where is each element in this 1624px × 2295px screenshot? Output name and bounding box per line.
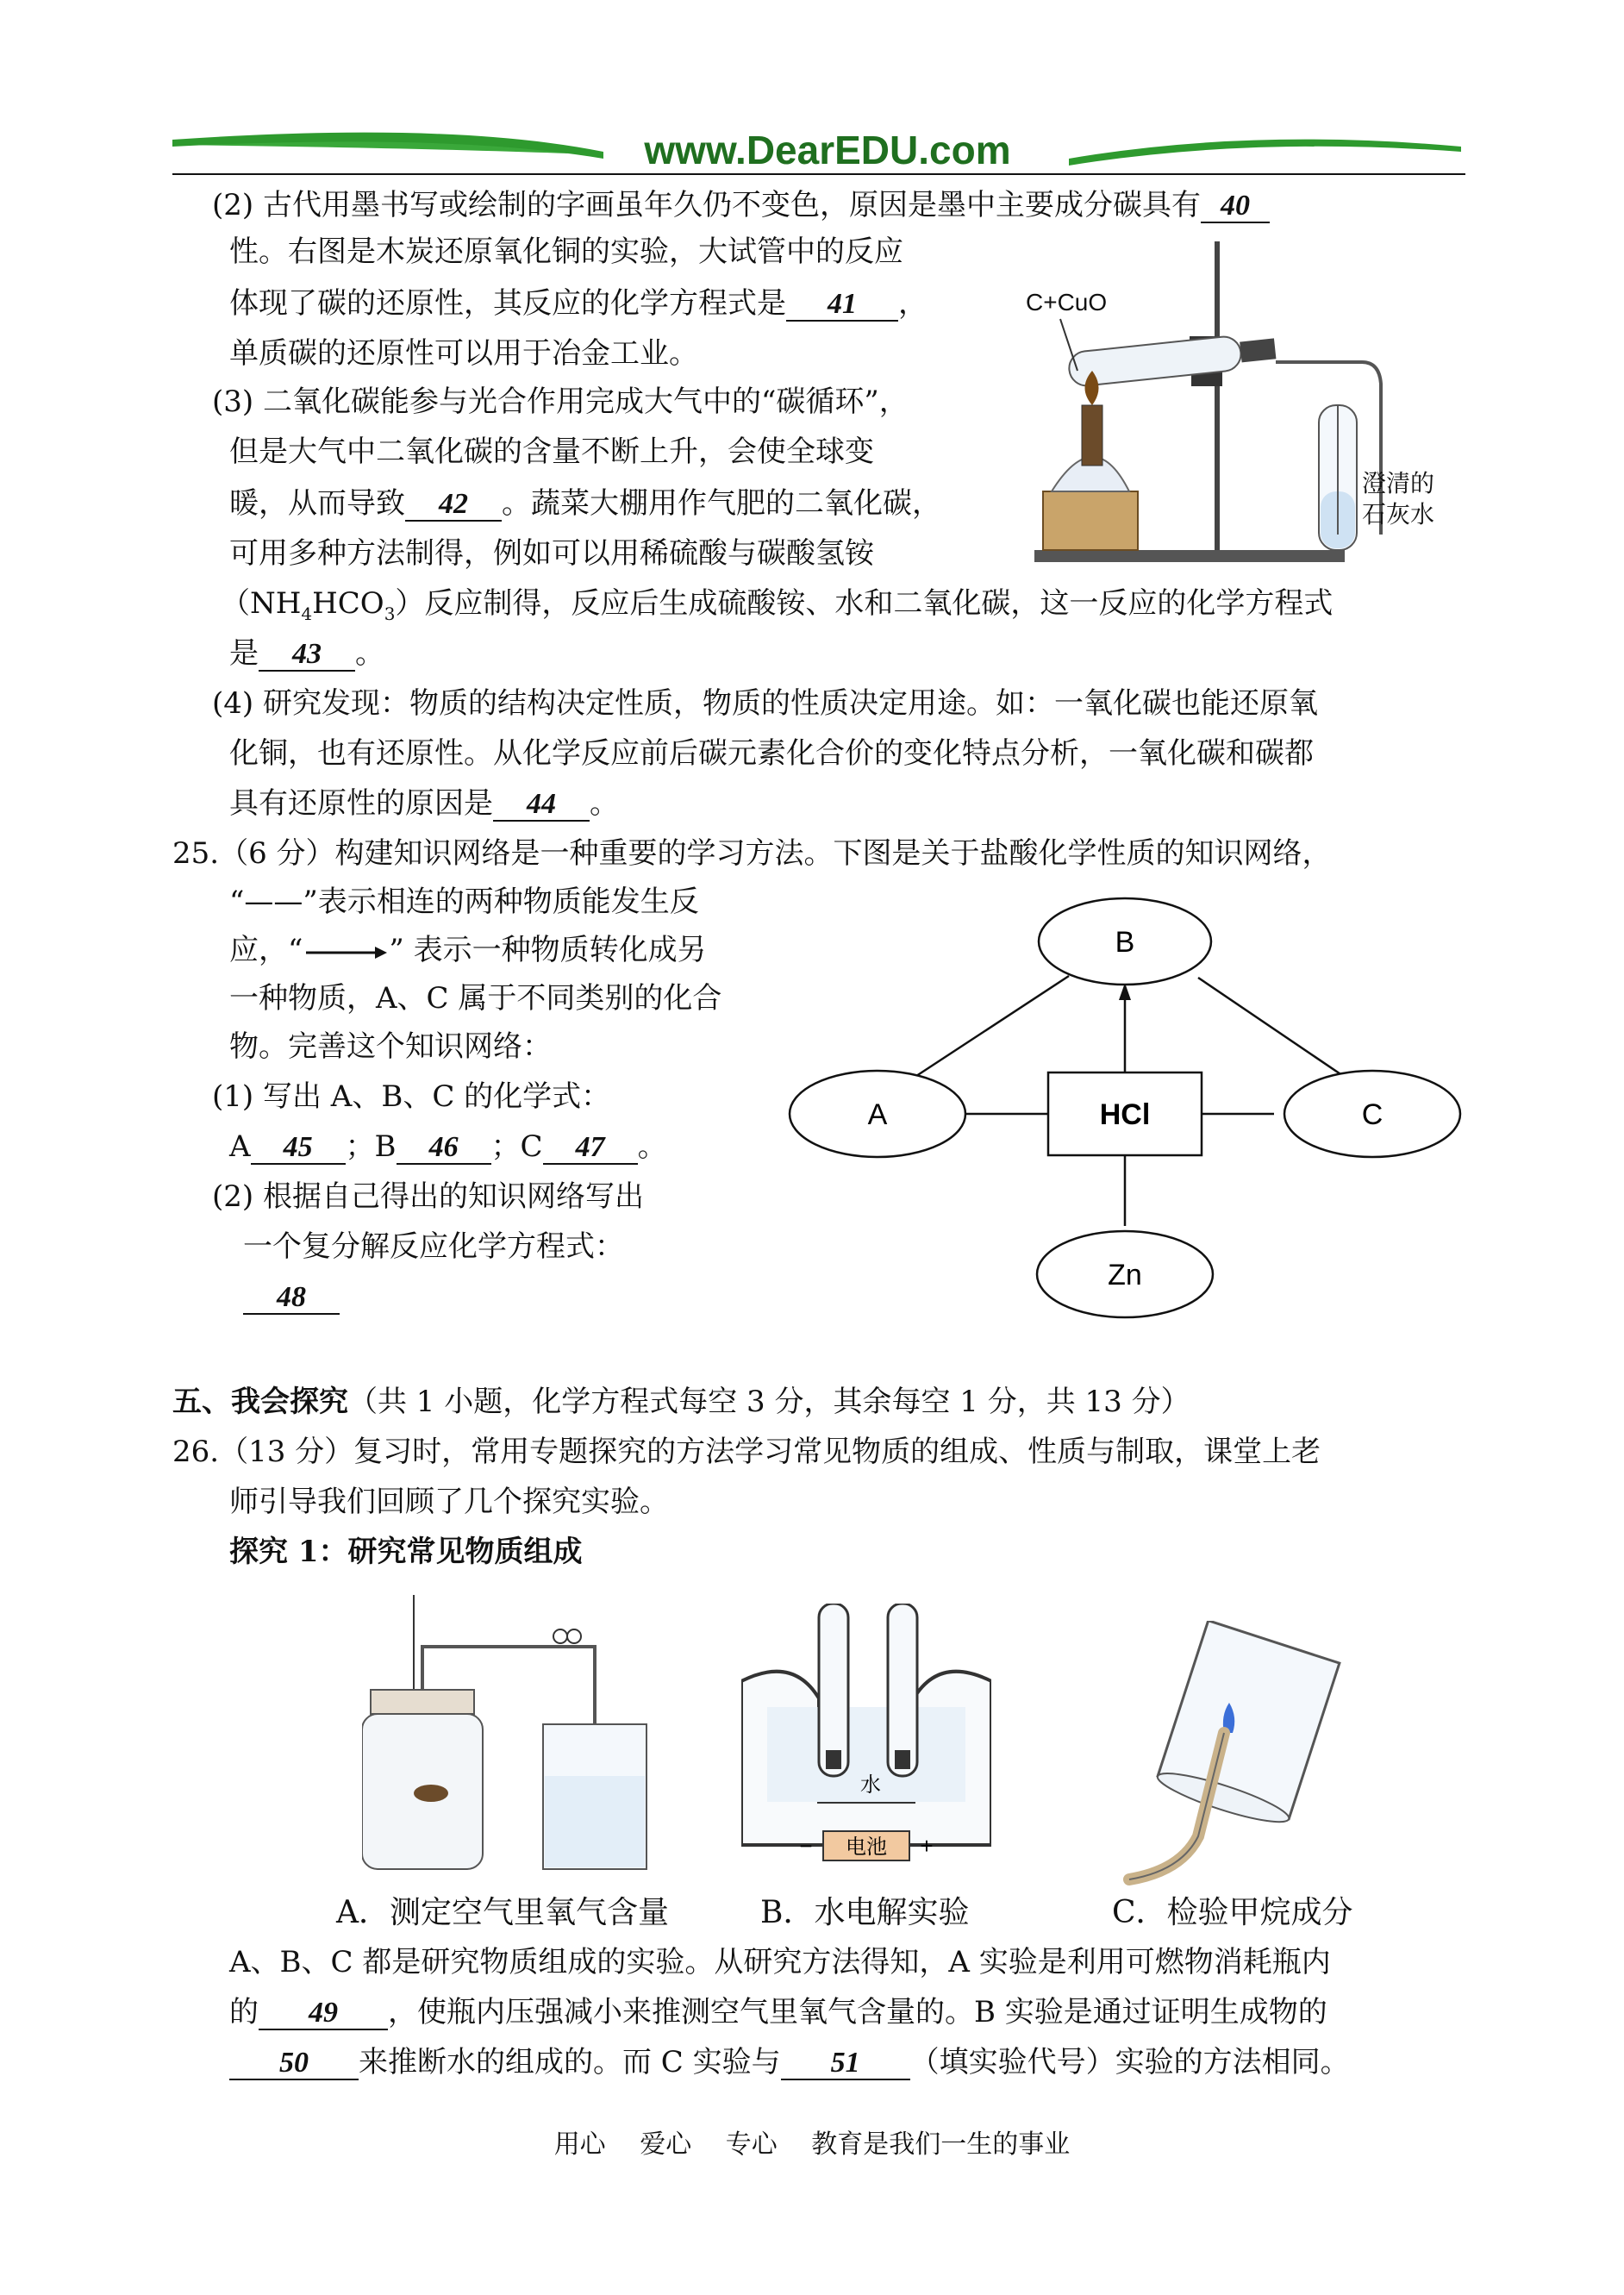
caption-c: C．检验甲烷成分 [1112, 1895, 1353, 1930]
answer-blank-45[interactable]: 45 [251, 1132, 346, 1165]
node-b: B [1115, 926, 1135, 959]
q25-line2: “——”表示相连的两种物质能发生反 [229, 885, 699, 919]
q24-p2-line3: 体现了碳的还原性，其反应的化学方程式是 41 ， [229, 286, 928, 321]
q25-line4: 一种物质，A、C 属于不同类别的化合 [229, 981, 722, 1016]
answer-blank-42[interactable]: 42 [405, 489, 502, 522]
q26-line1: 26.（13 分）复习时，常用专题探究的方法学习常见物质的组成、性质与制取，课堂上老 [172, 1435, 1321, 1469]
answer-blank-41[interactable]: 41 [786, 289, 898, 322]
q25-line9: 一个复分解反应化学方程式： [243, 1229, 624, 1264]
q25-line1: 25.（6 分）构建知识网络是一种重要的学习方法。下图是关于盐酸化学性质的知识网络， [172, 836, 1332, 871]
arrow-icon [303, 935, 389, 969]
q26-text-line2: 的 49 ，使瓶内压强减小来推测空气里氧气含量的。B 实验是通过证明生成物的 [229, 1995, 1327, 2029]
banner-swoosh-graphic [172, 121, 1465, 181]
q26-text-line3: 50 来推断水的组成的。而 C 实验与 51 （填实验代号）实验的方法相同。 [229, 2045, 1350, 2080]
q25-line3: 应，“ ” 表示一种物质转化成另 [229, 933, 707, 967]
q25-line7: A 45 ；B 46 ；C 47 。 [229, 1129, 667, 1164]
label-minus: − [799, 1833, 813, 1859]
header-banner [172, 121, 1465, 181]
answer-blank-48[interactable]: 48 [243, 1282, 340, 1315]
label-limewater-1: 澄清的 [1362, 470, 1435, 497]
answer-blank-40[interactable]: 40 [1201, 191, 1270, 223]
q26-sub1: 探究 1：研究常见物质组成 [229, 1535, 583, 1569]
label-limewater-2: 石灰水 [1362, 501, 1435, 528]
figure-carbon-reduction-apparatus [991, 233, 1474, 578]
figure-c-methane-test [1095, 1621, 1371, 1897]
q25-line8: (2) 根据自己得出的知识网络写出 [212, 1179, 644, 1214]
node-a: A [867, 1098, 888, 1131]
q24-p2-line1: (2) 古代用墨书写或绘制的字画虽年久仍不变色，原因是墨中主要成分碳具有 40 [212, 188, 1270, 223]
label-battery: 电池 [846, 1835, 887, 1859]
caption-a: A．测定空气里氧气含量 [336, 1895, 669, 1930]
answer-blank-49[interactable]: 49 [259, 1998, 388, 2030]
page-footer: 用心 爱心 专心 教育是我们一生的事业 [553, 2129, 1071, 2160]
q24-p3-line6: 是 43 。 [229, 636, 384, 671]
q24-p3-line3: 暖，从而导致 42 。蔬菜大棚用作气肥的二氧化碳， [229, 486, 941, 521]
q26-line2: 师引导我们回顾了几个探究实验。 [229, 1485, 669, 1519]
q24-p2-line2: 性。右图是木炭还原氧化铜的实验，大试管中的反应 [229, 235, 903, 269]
caption-b: B．水电解实验 [760, 1895, 970, 1930]
answer-blank-46[interactable]: 46 [397, 1132, 491, 1165]
q24-p4-line2: 化铜，也有还原性。从化学反应前后碳元素化合价的变化特点分析，一氧化碳和碳都 [229, 736, 1314, 771]
q24-p3-line4: 可用多种方法制得，例如可以用稀硫酸与碳酸氢铵 [229, 536, 874, 571]
answer-blank-51[interactable]: 51 [781, 2048, 910, 2080]
q25-line5: 物。完善这个知识网络： [229, 1029, 552, 1064]
answer-blank-43[interactable]: 43 [259, 639, 355, 672]
q25-line10 [243, 1279, 340, 1315]
label-plus: + [920, 1833, 934, 1859]
label-reactants: C+CuO [1026, 289, 1108, 316]
q24-p3-line5: $(NH_4HCO_3)$反应制得，反应后生成硫酸铵、水和二氧化碳，这一反应的化学方程式 [221, 586, 1334, 624]
hcl-knowledge-network [784, 888, 1465, 1328]
figure-b-water-electrolysis [741, 1604, 991, 1879]
node-zn: Zn [1108, 1259, 1142, 1291]
q25-line6: (1) 写出 A、B、C 的化学式： [212, 1079, 611, 1114]
q26-text-line1: A、B、C 都是研究物质组成的实验。从研究方法得知，A 实验是利用可燃物消耗瓶内 [229, 1945, 1331, 1979]
q24-p2-line4: 单质碳的还原性可以用于冶金工业。 [229, 336, 698, 371]
label-water: 水 [860, 1773, 881, 1797]
q24-p4-line3: 具有还原性的原因是 44 。 [229, 786, 619, 821]
node-hcl: HCl [1099, 1098, 1151, 1131]
q24-p3-line2: 但是大气中二氧化碳的含量不断上升，会使全球变 [229, 435, 874, 469]
section5-title: 五、我会探究（共 1 小题，化学方程式每空 3 分，其余每空 1 分，共 13 分） [172, 1385, 1190, 1419]
banner-text: www.DearEDU.com [644, 128, 1011, 172]
answer-blank-50[interactable]: 50 [229, 2048, 359, 2080]
answer-blank-47[interactable]: 47 [543, 1132, 638, 1165]
q24-p3-line1: (3) 二氧化碳能参与光合作用完成大气中的“碳循环”， [212, 385, 909, 419]
q24-p4-line1: (4) 研究发现：物质的结构决定性质，物质的性质决定用途。如：一氧化碳也能还原氧 [212, 686, 1318, 721]
node-c: C [1361, 1098, 1384, 1131]
answer-blank-44[interactable]: 44 [493, 789, 590, 822]
figure-a-oxygen-content [362, 1595, 724, 1879]
